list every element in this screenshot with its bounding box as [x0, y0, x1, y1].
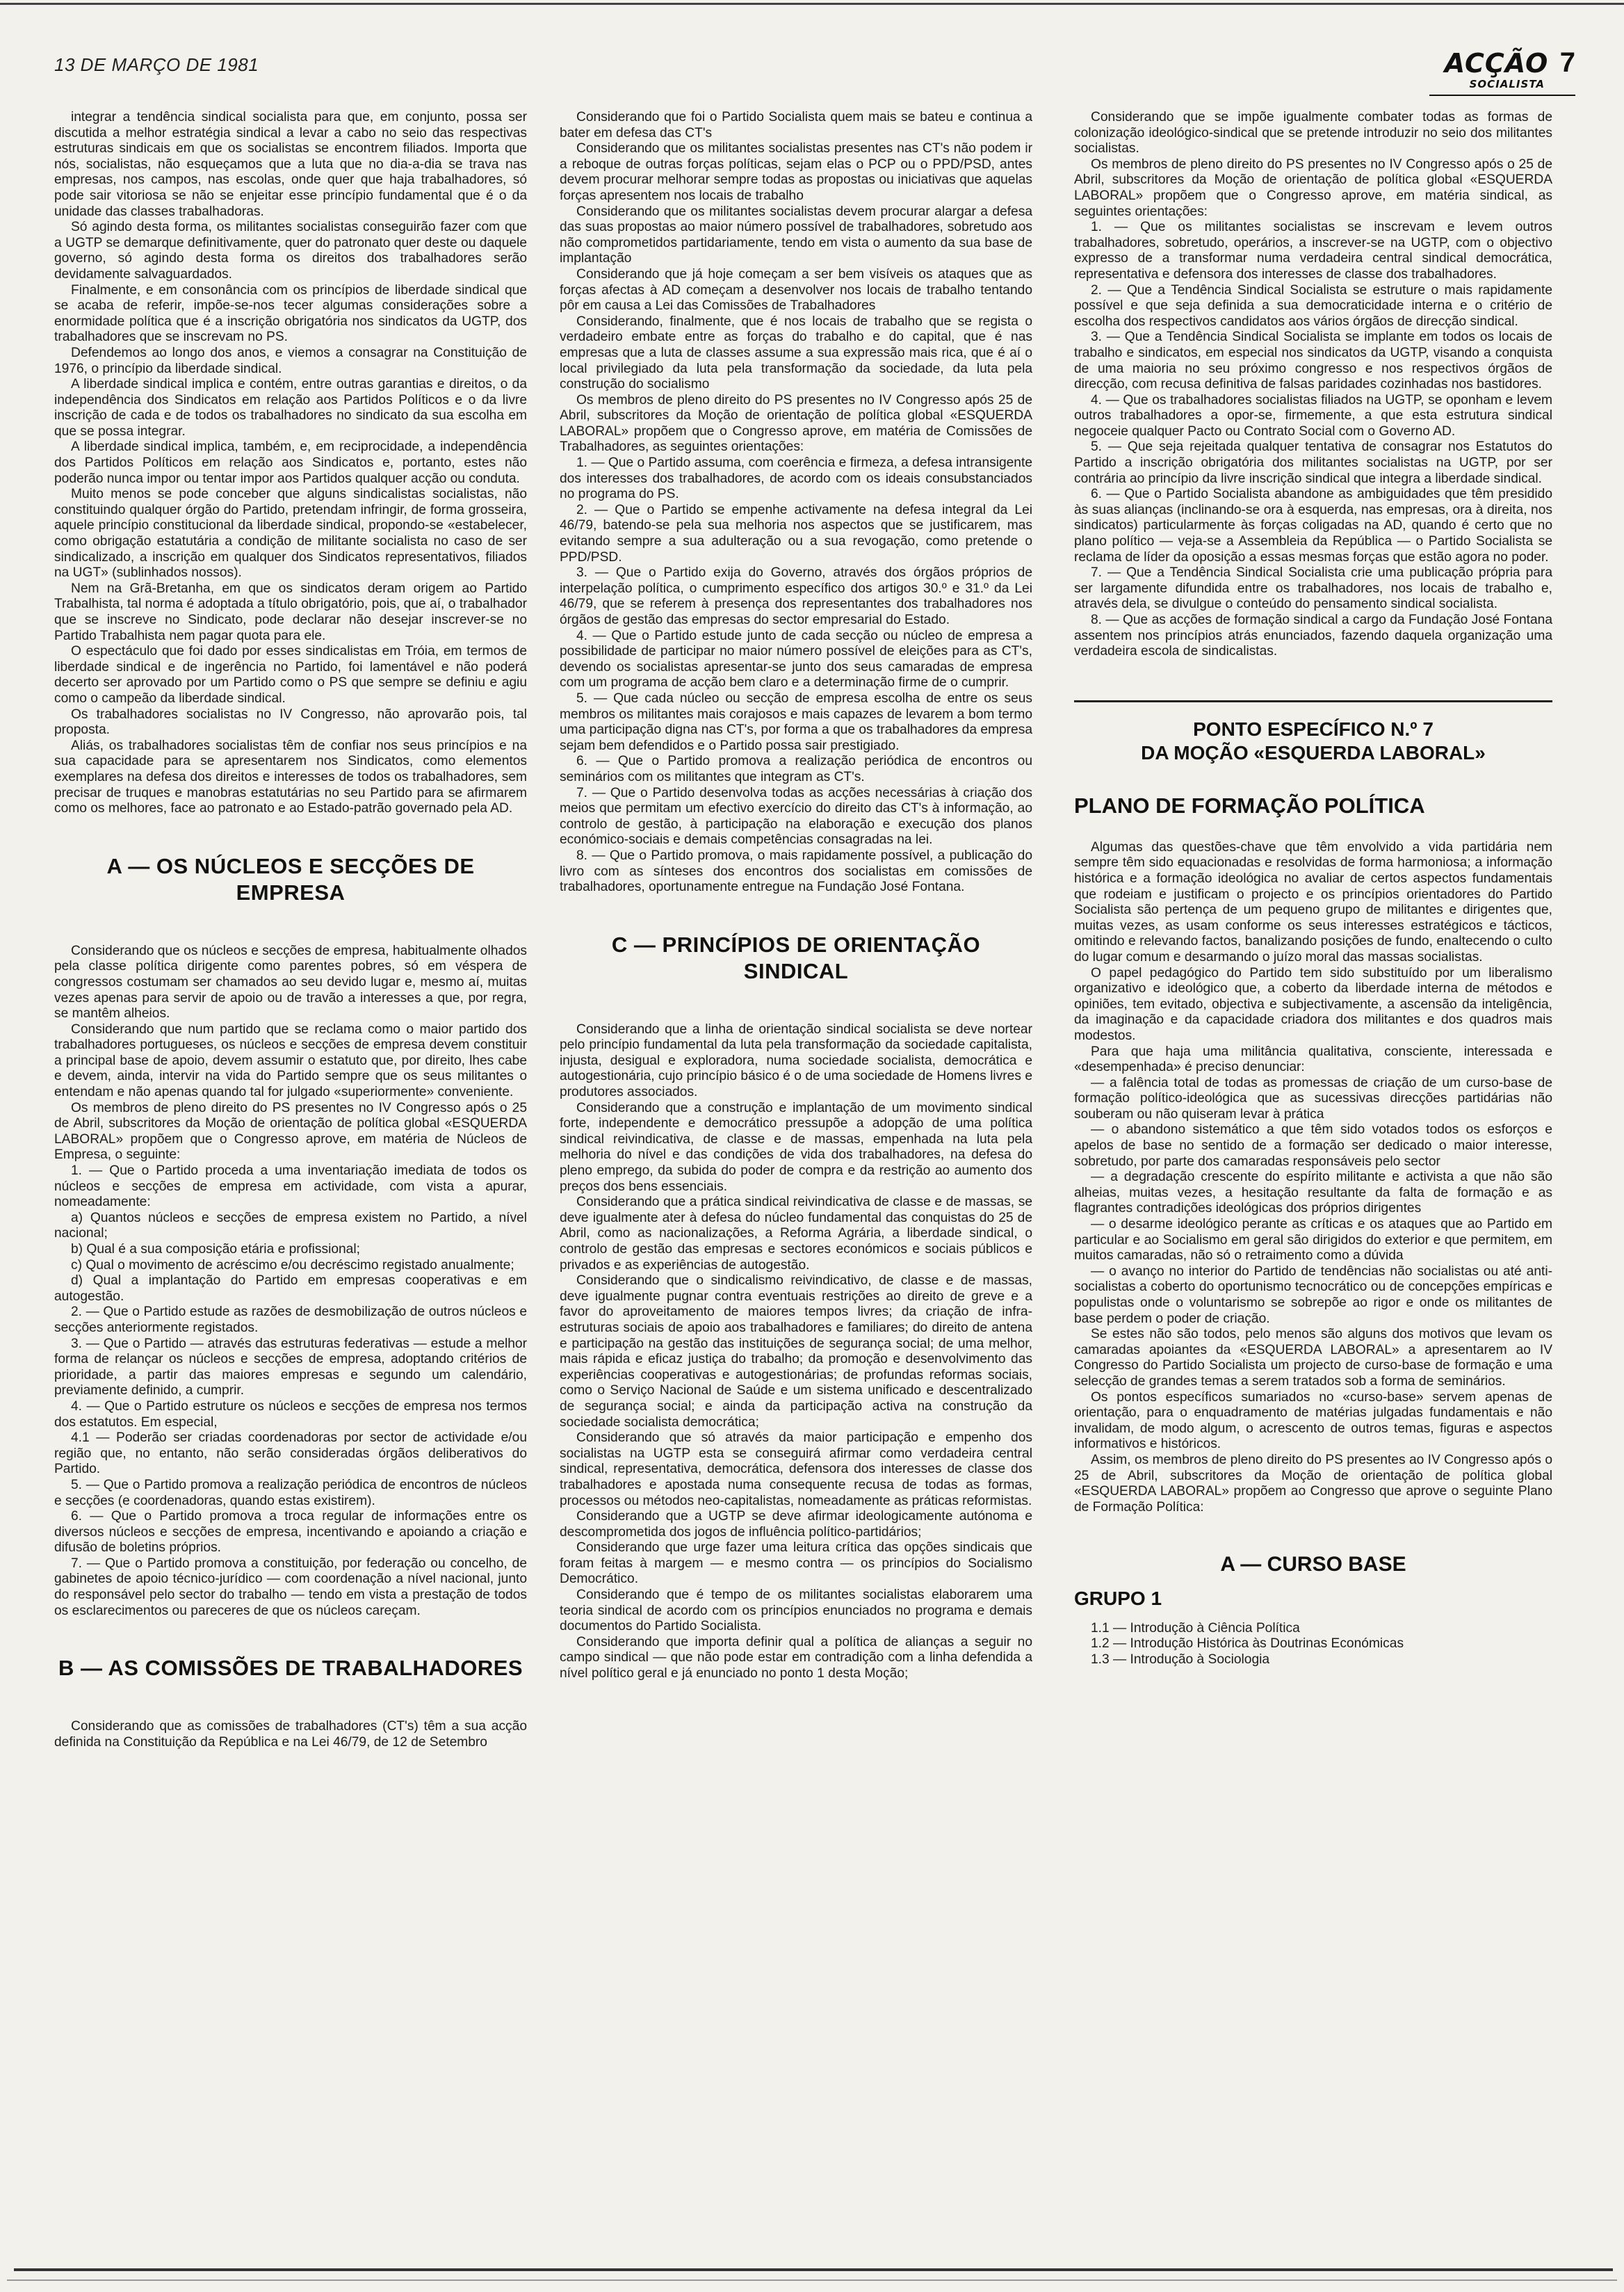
bottom-border	[14, 2268, 1613, 2271]
section-b-title: B — AS COMISSÕES DE TRABALHADORES	[58, 1656, 523, 1681]
paragraph: 1.1 — Introdução à Ciência Política	[1091, 1620, 1300, 1636]
paragraph: 5. — Que o Partido promova a realização periódica de encontros de núcleos e secções (e coordenadoras, quando estas existirem).	[54, 1477, 527, 1508]
grupo-title: GRUPO 1	[1074, 1587, 1162, 1609]
paragraph: Os membros de pleno direito do PS presentes no IV Congresso após o 25 de Abril, subscritores da Moção de orientação de política global «ESQUERDA LABORAL» propõem que o Congresso aprove, em matéria de Núcleos de Empresa, o seguinte:	[54, 1100, 527, 1163]
col1-intro	[54, 110, 527, 817]
paragraph: Considerando que os militantes socialistas devem procurar alargar a defesa das suas propostas ao maior número possível de trabalhadores, sobretudo aos não comprometidos partidariamente, tendo em vista o aumento da sua base de implantação	[560, 204, 1032, 266]
paragraph: — o abandono sistemático a que têm sido votados todos os esforços e apelos de base no sentido de a formação ser dedicado o maior interesse, sobretudo, por parte dos camaradas responsáveis pelo sector	[1074, 1122, 1552, 1169]
column-1	[54, 110, 527, 1750]
paragraph: Para que haja uma militância qualitativa, consciente, interessada e «desempenhada» é preciso denunciar:	[1074, 1044, 1552, 1075]
publication-date: 13 DE MARÇO DE 1981	[54, 54, 259, 75]
paragraph: Defendemos ao longo dos anos, e viemos a consagrar na Constituição de 1976, o princípio da liberdade sindical.	[54, 345, 527, 376]
paragraph: Considerando que se impõe igualmente combater todas as formas de colonização ideológico-sindical que se pretende introduzir no seio dos militantes socialistas.	[1074, 110, 1552, 156]
paragraph: 7. — Que a Tendência Sindical Socialista crie uma publicação própria para ser largamente difundida entre os trabalhadores, nos locais de trabalho e, através dela, se divulgue o conteúdo do pensamento sindical socialista.	[1074, 565, 1552, 612]
paragraph: c) Qual o movimento de acréscimo e/ou decréscimo registado anualmente;	[71, 1257, 514, 1273]
paragraph: b) Qual é a sua composição etária e profissional;	[71, 1242, 360, 1257]
paragraph: Considerando que os militantes socialistas presentes nas CT's não podem ir a reboque de outras forças políticas, sejam elas o PCP ou o PPD/PSD, antes devem procurar melhorar sempre todas as propostas ou iniciativas que aquelas forças apresentem nos locais de trabalho	[560, 141, 1032, 203]
paragraph: Aliás, os trabalhadores socialistas têm de confiar nos seus princípios e na sua capacidade para se apresentarem nos Sindicatos, como elementos exemplares na defesa dos direitos e interesses de todos os trabalhadores, sem precisar de truques e manobras estatutárias no seu Partido para se afirmarem como os melhores, face ao patronato e ao Estado-patrão governado pela AD.	[54, 738, 527, 816]
paragraph: d) Qual a implantação do Partido em empresas cooperativas e em autogestão.	[54, 1273, 527, 1304]
top-border	[0, 3, 1624, 5]
masthead-subtitle: SOCIALISTA	[1469, 78, 1545, 90]
paragraph: 5. — Que seja rejeitada qualquer tentativa de consagrar nos Estatutos do Partido a inscrição obrigatória dos militantes socialistas na UGTP, por ser contrária ao princípio da livre inscrição sindical que integra a liberdade sindical.	[1074, 439, 1552, 486]
paragraph: 3. — Que o Partido — através das estruturas federativas — estude a melhor forma de relançar os núcleos e secções de empresa, adoptando critérios de prioridade, a partir das maiores empresas e segundo um calendário, previamente definido, a cumprir.	[54, 1336, 527, 1398]
paragraph: 7. — Que o Partido desenvolva todas as acções necessárias à criação dos meios que permitam um efectivo exercício do direito das CT's à informação, ao controlo de gestão, à participação na elaboração e execução dos planos económico-sociais e demais competências consagradas na lei.	[560, 785, 1032, 848]
col2-intro	[560, 110, 1032, 896]
paragraph: 8. — Que o Partido promova, o mais rapidamente possível, a publicação do livro com as sínteses dos encontros dos socialistas em comissões de trabalhadores, oportunamente entregue na Fundação José Fontana.	[560, 848, 1032, 895]
paragraph: 2. — Que a Tendência Sindical Socialista se estruture o mais rapidamente possível e que seja definida a sua democraticidade interna e o critério de escolha dos respectivos candidatos aos vários órgãos de direcção sindical.	[1074, 282, 1552, 329]
paragraph: Muito menos se pode conceber que alguns sindicalistas socialistas, não constituindo qualquer órgão do Partido, pretendam infringir, de forma grosseira, aquele princípio constitucional da liberdade sindical, propondo-se «estabelecer, como obrigação estatutária a condição de militante socialista no caso de ser sindicalizado, a inscrição em qualquer dos Sindicatos representativos, filiados na UGT» (sublinhados nossos).	[54, 487, 527, 581]
masthead-title: ACÇÃO	[1444, 47, 1549, 79]
paragraph: 1. — Que o Partido assuma, com coerência e firmeza, a defesa intransigente dos interesses dos trabalhadores, de acordo com os ideais consubstanciados no programa do PS.	[560, 455, 1032, 502]
section-c-title: C — PRINCÍPIOS DE ORIENTAÇÃO SINDICAL	[611, 932, 981, 983]
section-a-body	[54, 944, 527, 1620]
section-b-body	[54, 1719, 527, 1750]
paragraph: Considerando que a linha de orientação sindical socialista se deve nortear pelo princípio fundamental da luta pela transformação da sociedade capitalista, injusta, desigual e exploradora, numa sociedade socialista, democrática e autogestionária, cujo princípio básico é o de uma sociedade de Homens livres e produtores associados.	[560, 1022, 1032, 1100]
masthead	[1444, 47, 1575, 90]
paragraph: 3. — Que a Tendência Sindical Socialista se implante em todos os locais de trabalho e sindicatos, em especial nos sindicatos da UGTP, visando a conquista de uma maioria no seu próximo congresso e nos respectivos órgãos de direcção, com recusa definitiva de falsas paridades cozinhadas nos bastidores.	[1074, 330, 1552, 392]
paragraph: 4. — Que o Partido estruture os núcleos e secções de empresa nos termos dos estatutos. Em especial,	[54, 1398, 527, 1430]
ponto-title-line2: DA MOÇÃO «ESQUERDA LABORAL»	[1141, 741, 1486, 764]
section-a-title: A — OS NÚCLEOS E SECÇÕES DE EMPRESA	[106, 853, 475, 905]
paragraph: Considerando que a UGTP se deve afirmar ideologicamente autónoma e descomprometida dos jogos de influência político-partidários;	[560, 1509, 1032, 1540]
paragraph: 6. — Que o Partido promova a realização periódica de encontros ou seminários com os militantes que integram as CT's.	[560, 754, 1032, 784]
plano-title: PLANO DE FORMAÇÃO POLÍTICA	[1074, 793, 1425, 818]
paragraph: Os membros de pleno direito do PS presentes no IV Congresso após 25 de Abril, subscritores da Moção de orientação de política global «ESQUERDA LABORAL» propõem que o Congresso aprove, em matéria de Comissões de Trabalhadores, as seguintes orientações:	[560, 392, 1032, 455]
paragraph: Assim, os membros de pleno direito do PS presentes ao IV Congresso após o 25 de Abril, subscritores da Moção de orientação de política global «ESQUERDA LABORAL» propõem ao Congresso que aprove o seguinte Plano de Formação Política:	[1074, 1452, 1552, 1515]
paragraph: 1. — Que os militantes socialistas se inscrevam e levem outros trabalhadores, sobretudo, operários, a inscrever-se na UGTP, com o objectivo expresso de a transformar numa verdadeira central sindical democrática, representativa e defensora dos interesses de classe dos trabalhadores.	[1074, 220, 1552, 282]
paragraph: — a falência total de todas as promessas de criação de um curso-base de formação político-ideológica que as sucessivas direcções partidárias não souberam ou não quiseram levar à prática	[1074, 1075, 1552, 1122]
paragraph: 4.1 — Poderão ser criadas coordenadoras por sector de actividade e/ou região que, no entanto, não serão consideradas órgãos deliberativos do Partido.	[54, 1430, 527, 1477]
plano-body	[1074, 840, 1552, 1516]
grupo-list	[1074, 1621, 1552, 1668]
paragraph: Considerando que foi o Partido Socialista quem mais se bateu e continua a bater em defesa das CT's	[560, 110, 1032, 140]
paragraph: 8. — Que as acções de formação sindical a cargo da Fundação José Fontana assentem nos princípios atrás enunciados, fazendo daquela organização uma verdadeira escola de sindicalistas.	[1074, 613, 1552, 659]
curso-base-title: A — CURSO BASE	[1220, 1553, 1406, 1576]
paragraph: A liberdade sindical implica, também, e, em reciprocidade, a independência dos Partidos Políticos em relação aos Sindicatos e, portanto, estes não poderão nunca impor ou tentar impor aos Partidos qualquer acção ou conduta.	[54, 439, 527, 486]
paragraph: Algumas das questões-chave que têm envolvido a vida partidária nem sempre têm sido equacionadas e resolvidas de forma harmoniosa; a informação histórica e a formação ideológica no avaliar de certos aspectos fundamentais que rodeiam e justificam o projecto e os princípios orientadores do Partido Socialista são pertença de um pequeno grupo de militantes e dirigentes que, muitas vezes, as usam conforme os seus interesses estratégicos e tácticos, omitindo e relevando factos, banalizando posições de fundo, enaltecendo o culto do lugar comum e desarmando o juízo moral das massas socialistas.	[1074, 839, 1552, 965]
paragraph: 2. — Que o Partido se empenhe activamente na defesa integral da Lei 46/79, batendo-se pela sua melhoria nos aspectos que se justificarem, mas evitando sempre a sua adulteração ou a sua revogação, como pretende o PPD/PSD.	[560, 502, 1032, 565]
paragraph: Considerando que urge fazer uma leitura crítica das opções sindicais que foram feitas à margem — e mesmo contra — os princípios do Socialismo Democrático.	[560, 1540, 1032, 1587]
paragraph: Considerando que num partido que se reclama como o maior partido dos trabalhadores portugueses, os núcleos e secções de empresa devem constituir a principal base de apoio, devem assumir o estatuto que, por direito, lhes cabe e devem, ainda, intervir na vida do Partido sempre que os seus militantes o entendam e não apenas quando tal for julgado «superiormente» conveniente.	[54, 1022, 527, 1100]
paragraph: O espectáculo que foi dado por esses sindicalistas em Tróia, em termos de liberdade sindical e de ingerência no Partido, foi lamentável e não poderá decerto ser aprovado por um Partido como o PS que sempre se definiu e agiu como o campeão da liberdade sindical.	[54, 644, 527, 706]
paragraph: Se estes não são todos, pelo menos são alguns dos motivos que levam os camaradas apoiantes da «ESQUERDA LABORAL» a apresentarem ao IV Congresso do Partido Socialista um projecto de curso-base de formação e uma selecção de grandes temas a serem tratados sob a forma de seminários.	[1074, 1327, 1552, 1389]
column-3	[1074, 110, 1552, 1668]
paragraph: — o avanço no interior do Partido de tendências não socialistas ou até anti-socialistas a coberto do oportunismo tecnocrático ou de concepções empíricas e populistas onde o voluntarismo se sobrepõe ao rigor e onde os militantes de base perdem o poder de criação.	[1074, 1264, 1552, 1326]
paragraph: 4. — Que o Partido estude junto de cada secção ou núcleo de empresa a possibilidade de participar no maior número possível de eleições para as CT's, devendo os socialistas apresentar-se junto dos seus camaradas de empresa com um programa de acção bem claro e a determinação firme de o cumprir.	[560, 628, 1032, 691]
col3-intro	[1074, 110, 1552, 660]
bottom-thin-border	[7, 2279, 1617, 2281]
paragraph: 5. — Que cada núcleo ou secção de empresa escolha de entre os seus membros os militantes mais corajosos e mais capazes de levarem a bom termo uma participação digna nas CT's, por forma a que os trabalhadores da empresa sejam bem defendidos e o Partido possa sair prestigiado.	[560, 691, 1032, 753]
paragraph: Considerando que já hoje começam a ser bem visíveis os ataques que as forças afectas à AD começam a desenvolver nos locais de trabalho tentando pôr em causa a Lei das Comissões de Trabalhadores	[560, 266, 1032, 314]
paragraph: integrar a tendência sindical socialista para que, em conjunto, possa ser discutida a melhor estratégia sindical a levar a cabo no seio das respectivas estruturas sindicais em que os socialistas se encontrem filiados. Importa que nós, socialistas, não esqueçamos que a luta que no dia-a-dia se trava nas empresas, nos campos, nas escolas, onde quer que haja trabalhadores, só pode sair vitoriosa se não se enjeitar esse princípio fundamental que é o da unidade das classes trabalhadoras.	[54, 110, 527, 219]
paragraph: 1.2 — Introdução Histórica às Doutrinas Económicas	[1091, 1636, 1404, 1652]
paragraph: Considerando que os núcleos e secções de empresa, habitualmente olhados pela classe política dirigente como parentes pobres, só em véspera de congressos costumam ser chamados ao seu devido lugar e, mesmo aí, muitas vezes apenas para servir de apoio ou de travão a interesses a que, por regra, se mantêm alheios.	[54, 943, 528, 1022]
paragraph: 7. — Que o Partido promova a constituição, por federação ou concelho, de gabinetes de apoio técnico-jurídico — com coordenação a nível nacional, junto do responsável pelo sector do trabalho — tendo em vista a prestação de todos os esclarecimentos ou pareceres de que os núcleos careçam.	[54, 1556, 527, 1618]
paragraph: Finalmente, e em consonância com os princípios de liberdade sindical que se acaba de referir, impõe-se-nos tecer algumas considerações sobre a enormidade política que é a inscrição obrigatória nos sindicatos da UGTP, dos trabalhadores que se inscrevam no PS.	[54, 282, 527, 345]
paragraph: 2. — Que o Partido estude as razões de desmobilização de outros núcleos e secções anteriormente registados.	[54, 1305, 527, 1335]
paragraph: — o desarme ideológico perante as críticas e os ataques que ao Partido em particular e ao Socialismo em geral são dirigidos do exterior e que permitem, em muitos camaradas, não só o retraimento como a dúvida	[1074, 1217, 1552, 1264]
paragraph: 6. — Que o Partido promova a troca regular de informações entre os diversos núcleos e secções de empresa, incentivando e apoiando a criação e difusão de boletins próprios.	[54, 1509, 527, 1556]
column-2	[560, 110, 1032, 1682]
paragraph: Considerando que só através da maior participação e empenho dos socialistas na UGTP esta se conseguirá afirmar como verdadeira central sindical, representativa, democrática, defensora dos interesses de classe dos trabalhadores e apostada numa consequente recusa de todas as formas, processos ou métodos neo-capitalistas, nomeadamente as práticas reformistas.	[560, 1430, 1032, 1508]
paragraph: O papel pedagógico do Partido tem sido substituído por um liberalismo organizativo e ideológico que, a coberto da liberdade interna de métodos e opiniões, tem evitado, objectiva e subjectivamente, a ascensão da inteligência, da imaginação e da capacidade criadora dos militantes e dos quadros mais modestos.	[1074, 965, 1552, 1043]
paragraph: Considerando que é tempo de os militantes socialistas elaborarem uma teoria sindical de acordo com os princípios enunciados no programa e demais documentos do Partido Socialista.	[560, 1588, 1032, 1634]
paragraph: Considerando que as comissões de trabalhadores (CT's) têm a sua acção definida na Constituição da República e na Lei 46/79, de 12 de Setembro	[54, 1719, 527, 1750]
paragraph: a) Quantos núcleos e secções de empresa existem no Partido, a nível nacional;	[54, 1210, 527, 1241]
paragraph: Considerando que importa definir qual a política de alianças a seguir no campo sindical — que não pode estar em contradição com a linha defendida a nível político geral e já enunciado no ponto 1 desta Moção;	[560, 1634, 1032, 1681]
paragraph: A liberdade sindical implica e contém, entre outras garantias e direitos, o da independência dos Sindicatos em relação aos Partidos Políticos e o da livre inscrição de cada e de todos os trabalhadores no sindicato da sua escolha em que se possa integrar.	[54, 377, 527, 439]
paragraph: 4. — Que os trabalhadores socialistas filiados na UGTP, se oponham e levem outros trabalhadores a opor-se, firmemente, a que esta estrutura sindical negoceie qualquer Pacto ou Contrato Social com o Governo AD.	[1074, 392, 1552, 439]
page-number: 7	[1559, 47, 1575, 78]
section-divider-rule	[1074, 700, 1552, 702]
paragraph: Considerando, finalmente, que é nos locais de trabalho que se regista o verdadeiro embate entre as forças do trabalho e do capital, que é nas empresas que a luta de classes assume a sua expressão mais rica, que é aí o local privilegiado da luta pela transformação da sociedade, da luta pela construção do socialismo	[560, 314, 1032, 392]
paragraph: 1. — Que o Partido proceda a uma inventariação imediata de todos os núcleos e secções de empresa em actividade, com vista a apurar, nomeadamente:	[54, 1163, 527, 1210]
masthead-rule	[1429, 95, 1575, 96]
paragraph: Os pontos específicos sumariados no «curso-base» servem apenas de orientação, para o enquadramento de matérias julgadas fundamentais e não invalidam, de modo algum, o acrescento de outros temas, figuras e aspectos informativos e históricos.	[1074, 1389, 1552, 1452]
paragraph: 6. — Que o Partido Socialista abandone as ambiguidades que têm presidido às suas alianças (inclinando-se ora à esquerda, nas empresas, ora à direita, nos sindicatos) particularmente às forças coligadas na AD, quando é certo que no plano político — veja-se a Assembleia da República — o Partido Socialista se reclama de líder da oposição a essas mesmas forças que estão agora no poder.	[1074, 487, 1552, 565]
ponto-title-line1: PONTO ESPECÍFICO N.º 7	[1193, 718, 1434, 740]
paragraph: — a degradação crescente do espírito militante e activista a que não são alheias, muitas vezes, a hesitação resultante da falta de formação e as flagrantes contradições ideológicas dos próprios dirigentes	[1074, 1170, 1552, 1216]
paragraph: Considerando que a prática sindical reivindicativa de classe e de massas, se deve igualmente ater à defesa do núcleo fundamental das conquistas do 25 de Abril, como as nacionalizações, a Reforma Agrária, a liberdade sindical, o controlo de gestão das empresas e sectores económicos e sociais públicos e privados e as experiências de autogestão.	[560, 1195, 1032, 1273]
paragraph: Considerando que a construção e implantação de um movimento sindical forte, independente e democrático pressupõe a adopção de uma política sindical reivindicativa, de classe e de massas, empenhada na luta pela melhoria do nível e das condições de vida dos trabalhadores, na defesa do pleno emprego, da subida do poder de compra e da restrição ao aumento dos preços dos bens essenciais.	[560, 1100, 1032, 1194]
paragraph: Só agindo desta forma, os militantes socialistas conseguirão fazer com que a UGTP se demarque definitivamente, quer do patronato quer deste ou daquele governo, só agindo desta forma os direitos dos trabalhadores serão devidamente salvaguardados.	[54, 220, 527, 282]
paragraph: Considerando que o sindicalismo reivindicativo, de classe e de massas, deve igualmente pugnar contra eventuais restrições ao direito de greve e a favor do aproveitamento de maiores tempos livres; da criação de infra-estruturas sociais de apoio aos trabalhadores e familiares; do direito de antena e participação na gestão das instituições de segurança social; de uma melhor, mais rápida e eficaz justiça do trabalho; da promoção e desenvolvimento das experiências cooperativas e autogestionárias; de profundas reformas sociais, como o Serviço Nacional de Saúde e um sistema unificado e descentralizado de segurança social; e ainda da participação activa na construção da sociedade socialista democrática;	[560, 1273, 1032, 1430]
paragraph: Nem na Grã-Bretanha, em que os sindicatos deram origem ao Partido Trabalhista, tal norma é adoptada a título obrigatório, pois, que aí, o trabalhador que se inscreve no Sindicato, pode declarar não desejar inscrever-se no Partido Trabalhista nem pagar quota para ele.	[54, 581, 527, 643]
paragraph: 1.3 — Introdução à Sociologia	[1091, 1652, 1270, 1667]
paragraph: Os membros de pleno direito do PS presentes no IV Congresso após o 25 de Abril, subscritores da Moção de orientação de política global «ESQUERDA LABORAL» propõem que o Congresso aprove, em matéria sindical, as seguintes orientações:	[1074, 156, 1552, 219]
paragraph: Os trabalhadores socialistas no IV Congresso, não aprovarão pois, tal proposta.	[54, 707, 527, 738]
paragraph: 3. — Que o Partido exija do Governo, através dos órgãos próprios de interpelação política, o cumprimento específico dos artigos 30.º e 31.º da Lei 46/79, que se referem à presença dos representantes dos trabalhadores nos órgãos de gestão das empresas do sector empresarial do Estado.	[560, 565, 1032, 627]
section-c-body	[560, 1022, 1032, 1682]
